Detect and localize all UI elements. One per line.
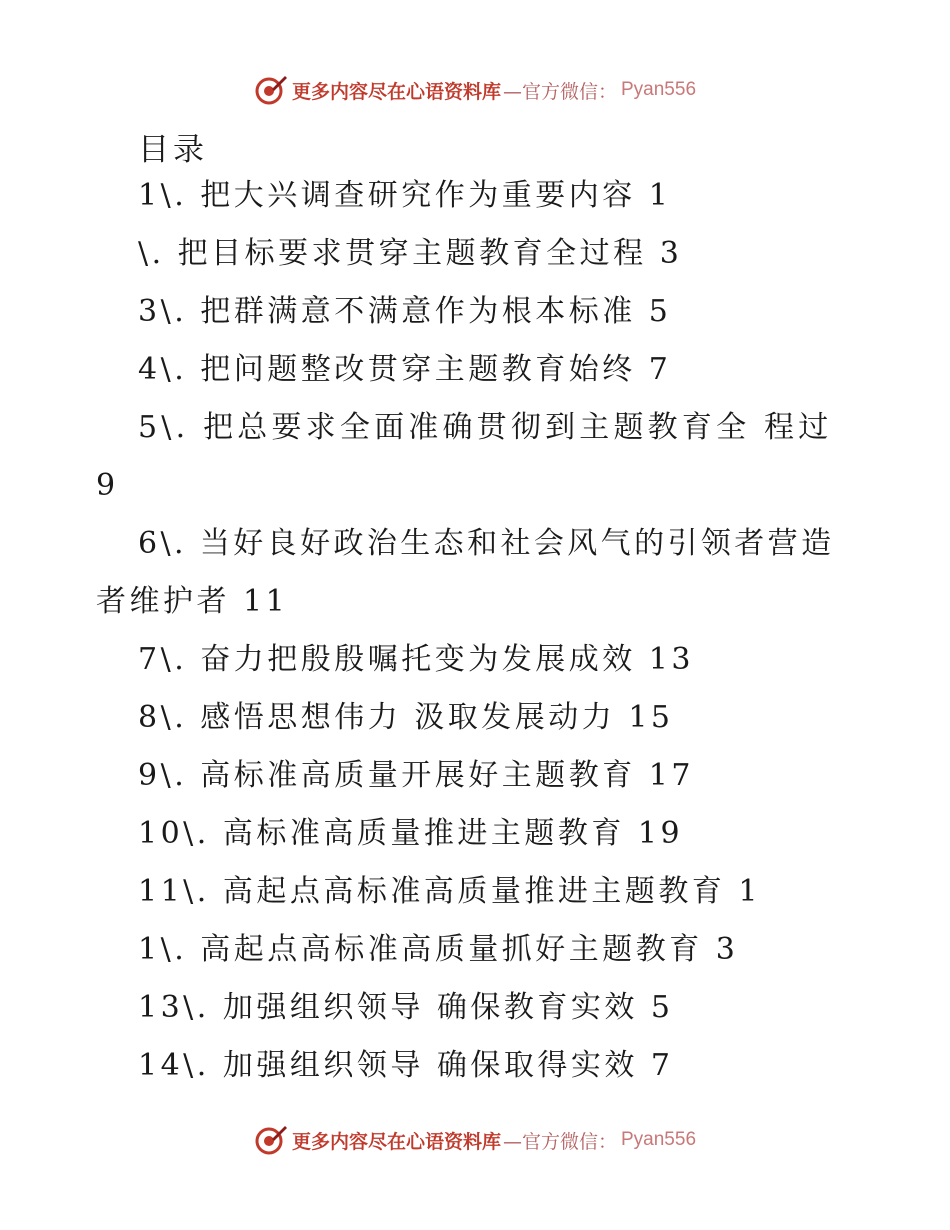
toc-entry: 6\. 当好良好政治生态和社会风气的引领者营造 — [138, 526, 835, 561]
header-watermark — [0, 72, 950, 108]
toc-entry: 14\. 加强组织领导 确保取得实效 7 — [138, 1048, 674, 1083]
toc-entry-continuation: 9 — [96, 468, 119, 503]
footer-watermark — [0, 1122, 950, 1158]
toc-entry: 8\. 感悟思想伟力 汲取发展动力 15 — [138, 700, 674, 735]
pen-logo-icon — [254, 1123, 288, 1157]
watermark-text: 更多内容尽在心语资料库 — [291, 80, 501, 103]
toc-entry: 10\. 高标准高质量推进主题教育 19 — [138, 816, 684, 851]
toc-entry: 5\. 把总要求全面准确贯彻到主题教育全 程过 — [138, 410, 833, 445]
toc-entry: 4\. 把问题整改贯穿主题教育始终 7 — [138, 352, 672, 387]
toc-entry: \. 把目标要求贯穿主题教育全过程 3 — [138, 236, 683, 271]
toc-title: 目录 — [138, 132, 208, 168]
toc-entry: 9\. 高标准高质量开展好主题教育 17 — [138, 758, 694, 793]
watermark-official-label: —官方微信： — [502, 1130, 617, 1153]
toc-entry: 7\. 奋力把殷殷嘱托变为发展成效 13 — [138, 642, 694, 677]
toc-entry-continuation: 者维护者 11 — [96, 584, 289, 619]
toc-entry: 13\. 加强组织领导 确保教育实效 5 — [138, 990, 674, 1025]
watermark-wechat-id: Pyan556 — [621, 79, 697, 100]
pen-logo-icon — [254, 73, 288, 107]
watermark-wechat-id: Pyan556 — [621, 1129, 697, 1150]
watermark-text: 更多内容尽在心语资料库 — [291, 1130, 501, 1153]
toc-entry: 3\. 把群满意不满意作为根本标准 5 — [138, 294, 672, 329]
watermark-official-label: —官方微信： — [502, 80, 617, 103]
toc-entry: 1\. 高起点高标准高质量抓好主题教育 3 — [138, 932, 739, 967]
toc-entry: 1\. 把大兴调查研究作为重要内容 1 — [138, 178, 672, 213]
toc-entry: 11\. 高起点高标准高质量推进主题教育 1 — [138, 874, 761, 909]
